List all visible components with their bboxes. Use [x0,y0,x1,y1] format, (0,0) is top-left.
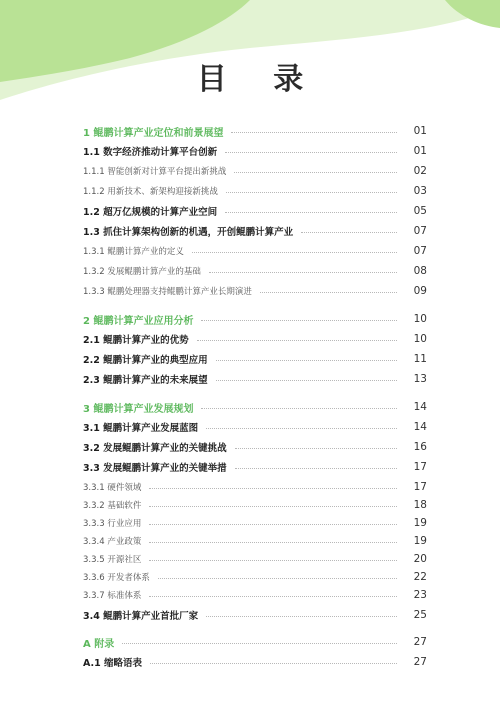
toc-entry-title: 1.3 抓住计算架构创新的机遇，开创鲲鹏计算产业 [83,227,294,238]
toc-entry-page: 17 [413,481,427,493]
toc-entry-page: 14 [413,421,427,433]
toc-leader-dots [122,643,397,644]
toc-entry[interactable] [83,282,427,300]
toc-leader-dots [149,488,397,489]
toc-entry-title: 1.2 超万亿规模的计算产业空间 [83,207,218,218]
toc-entry[interactable] [83,142,427,160]
toc-entry-title: 2.3 鲲鹏计算产业的未来展望 [83,375,208,386]
toc-entry-page: 13 [413,373,427,385]
toc-entry-page: 18 [413,499,427,511]
toc-entry[interactable] [83,438,427,456]
toc-entry-title: 3 鲲鹏计算产业发展规划 [83,403,194,415]
toc-entry-page: 22 [413,571,427,583]
toc-entry-title: 3.3.6 开发者体系 [83,573,150,583]
toc-entry-page: 10 [413,313,427,325]
toc-entry-title: 3.1 鲲鹏计算产业发展蓝图 [83,423,199,434]
toc-entry[interactable] [83,550,427,568]
toc-entry-title: 1.3.2 发展鲲鹏计算产业的基础 [83,267,201,277]
toc-entry-page: 23 [413,589,427,601]
toc-entry-page: 19 [413,517,427,529]
toc-entry[interactable] [83,122,427,140]
toc-entry-title: 2.1 鲲鹏计算产业的优势 [83,335,189,346]
toc-entry-page: 11 [413,353,427,365]
toc-entry[interactable] [83,202,427,220]
toc-entry[interactable] [83,222,427,240]
toc-entry[interactable] [83,370,427,388]
toc-leader-dots [158,578,397,579]
toc-leader-dots [235,468,397,469]
toc-leader-dots [209,272,397,273]
page-title: 目 录 [196,62,322,97]
toc-entry-page: 25 [413,609,427,621]
toc-entry[interactable] [83,350,427,368]
toc-entry-page: 20 [413,553,427,565]
toc-entry-title: 3.3.4 产业政策 [83,537,142,547]
toc-leader-dots [301,232,397,233]
toc-leader-dots [149,506,397,507]
toc-leader-dots [216,380,397,381]
toc-entry-page: 14 [413,401,427,413]
toc-leader-dots [206,428,397,429]
toc-entry[interactable] [83,653,427,671]
toc-entry[interactable] [83,514,427,532]
toc-leader-dots [201,408,397,409]
toc-entry-page: 17 [413,461,427,473]
toc-entry-title: 3.4 鲲鹏计算产业首批厂家 [83,611,199,622]
toc-entry-page: 01 [413,125,427,137]
toc-entry-title: 1.1.1 智能创新对计算平台提出新挑战 [83,167,227,177]
toc-leader-dots [231,132,397,133]
toc-entry[interactable] [83,496,427,514]
toc-entry-title: 3.3.7 标准体系 [83,591,142,601]
toc-entry-title: 3.2 发展鲲鹏计算产业的关键挑战 [83,443,227,454]
toc-entry-page: 01 [413,145,427,157]
toc-leader-dots [149,596,397,597]
toc-entry[interactable] [83,606,427,624]
toc-entry-title: 1 鲲鹏计算产业定位和前景展望 [83,127,224,139]
toc-entry-title: A 附录 [83,638,115,650]
toc-entry-title: 1.1.2 用新技术、新架构迎接新挑战 [83,187,218,197]
toc-leader-dots [149,524,397,525]
toc-entry-title: 3.3.1 硬件领域 [83,483,142,493]
toc-entry-page: 16 [413,441,427,453]
toc-leader-dots [235,448,397,449]
toc-entry[interactable] [83,262,427,280]
toc-leader-dots [150,663,397,664]
toc-entry-page: 10 [413,333,427,345]
toc-leader-dots [225,212,397,213]
toc-leader-dots [216,360,397,361]
toc-entry[interactable] [83,458,427,476]
toc-entry-page: 08 [413,265,427,277]
toc-leader-dots [234,172,397,173]
toc-entry[interactable] [83,310,427,328]
toc-entry[interactable] [83,478,427,496]
toc-entry-title: 3.3.3 行业应用 [83,519,142,529]
toc-entry[interactable] [83,242,427,260]
toc-entry-title: A.1 缩略语表 [83,658,143,669]
toc-entry-page: 09 [413,285,427,297]
toc-entry-page: 07 [413,225,427,237]
toc-entry[interactable] [83,330,427,348]
toc-entry-title: 1.3.1 鲲鹏计算产业的定义 [83,247,184,257]
toc-entry-title: 3.3 发展鲲鹏计算产业的关键举措 [83,463,227,474]
toc-entry-title: 2.2 鲲鹏计算产业的典型应用 [83,355,208,366]
toc-entry-page: 27 [413,636,427,648]
toc-entry-page: 02 [413,165,427,177]
toc-entry-page: 27 [413,656,427,668]
toc-leader-dots [149,560,397,561]
toc-entry[interactable] [83,398,427,416]
toc-entry[interactable] [83,633,427,651]
toc-leader-dots [149,542,397,543]
toc-entry-page: 05 [413,205,427,217]
toc-entry[interactable] [83,418,427,436]
toc-entry-page: 19 [413,535,427,547]
toc-entry-title: 3.3.2 基础软件 [83,501,142,511]
toc-entry[interactable] [83,532,427,550]
toc-entry[interactable] [83,182,427,200]
toc-leader-dots [197,340,397,341]
toc-entry-title: 1.3.3 鲲鹏处理器支持鲲鹏计算产业长期演进 [83,287,252,297]
toc-entry-title: 2 鲲鹏计算产业应用分析 [83,315,194,327]
toc-entry-page: 03 [413,185,427,197]
toc-entry-title: 1.1 数字经济推动计算平台创新 [83,147,218,158]
toc-entry-title: 3.3.5 开源社区 [83,555,142,565]
toc-leader-dots [225,152,397,153]
toc-leader-dots [192,252,397,253]
toc-entry[interactable] [83,586,427,604]
toc-leader-dots [206,616,397,617]
toc-entry-page: 07 [413,245,427,257]
toc-entry[interactable] [83,568,427,586]
toc-entry[interactable] [83,162,427,180]
toc-leader-dots [201,320,397,321]
toc-leader-dots [226,192,397,193]
toc-leader-dots [260,292,397,293]
